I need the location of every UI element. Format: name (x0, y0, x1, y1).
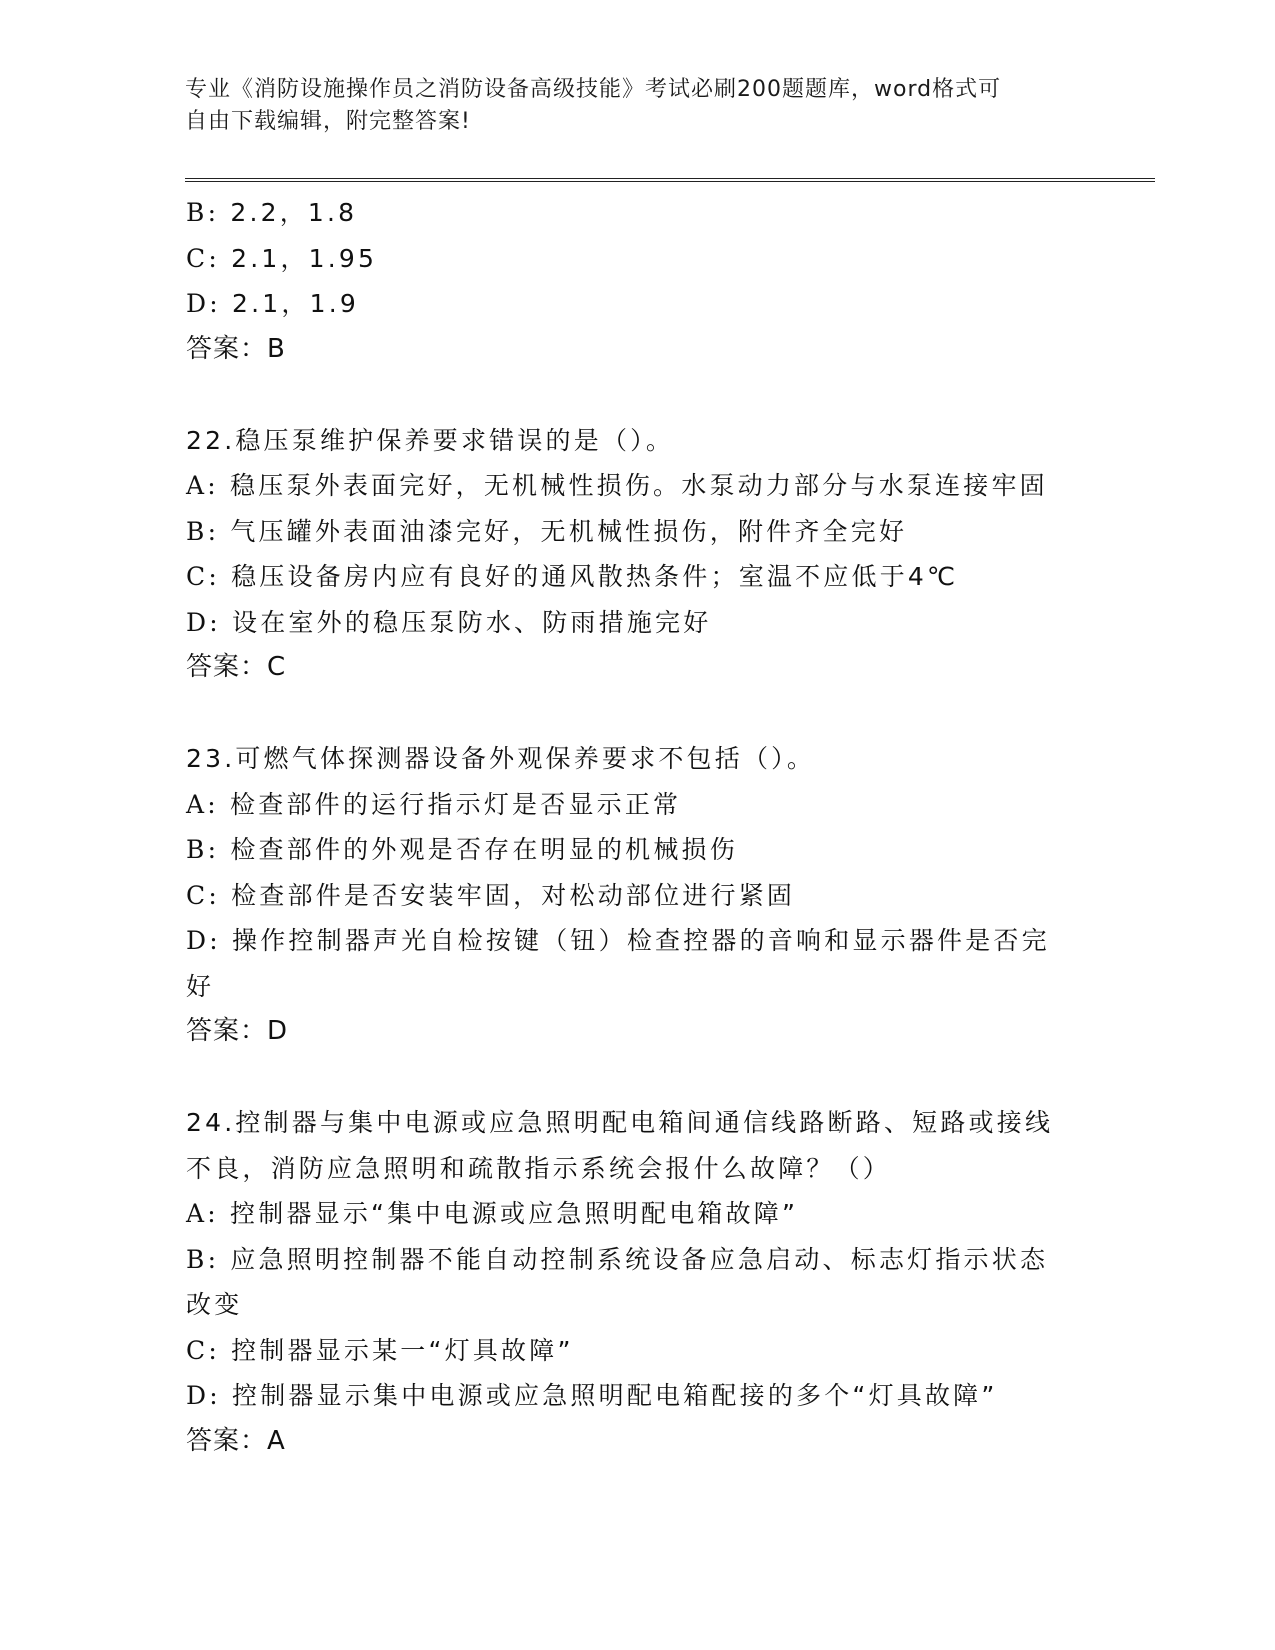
question-text: 22.稳压泵维护保养要求错误的是（）。 (186, 425, 675, 455)
header-line-2: 自由下载编辑，附完整答案! (185, 109, 471, 134)
question-21-tail (186, 190, 1086, 372)
option-c: C: 2.1，1.95 (186, 243, 378, 273)
option-a: A: 控制器显示“集中电源或应急照明配电箱故障” (186, 1199, 799, 1228)
answer-value: C (267, 652, 287, 682)
question-23 (186, 736, 1086, 1055)
answer-line (186, 1009, 1086, 1055)
answer-value: A (267, 1425, 286, 1456)
question-text: 23.可燃气体探测器设备外观保养要求不包括（）。 (186, 744, 816, 773)
question-22 (186, 418, 1086, 691)
option-c: C: 检查部件是否安装牢固，对松动部位进行紧固 (186, 880, 796, 910)
question-24 (186, 1100, 1086, 1464)
option-b: B: 应急照明控制器不能自动控制系统设备应急启动、标志灯指示状态 (186, 1244, 1049, 1274)
option-c: C: 稳压设备房内应有良好的通风散热条件；室温不应低于4℃ (186, 562, 959, 591)
answer-value: D (267, 1016, 289, 1046)
option-a: A: 稳压泵外表面完好，无机械性损伤。水泵动力部分与水泵连接牢固 (186, 471, 1048, 500)
header-line-1: 专业《消防设施操作员之消防设备高级技能》考试必刷200题题库，word格式可 (185, 77, 1002, 102)
page-header (185, 74, 1085, 138)
option-b: B: 2.2，1.8 (186, 198, 358, 227)
option-d: D: 控制器显示集中电源或应急照明配电箱配接的多个“灯具故障” (186, 1381, 998, 1410)
answer-line (186, 1419, 1086, 1465)
answer-label: 答案： (186, 333, 268, 364)
option-d: D: 设在室外的稳压泵防水、防雨措施完好 (186, 607, 712, 637)
option-d: D: 操作控制器声光自检按键（钮）检查控器的音响和显示器件是否完 (186, 926, 1050, 955)
question-text-continuation: 不良，消防应急照明和疏散指示系统会报什么故障？（） (186, 1153, 892, 1183)
option-b-continuation: 改变 (186, 1290, 243, 1319)
option-d-continuation: 好 (186, 971, 215, 1001)
answer-label: 答案： (186, 1425, 268, 1456)
answer-value: B (267, 333, 286, 364)
answer-line (186, 327, 1086, 373)
option-d: D: 2.1，1.9 (186, 289, 359, 318)
option-a: A: 检查部件的运行指示灯是否显示正常 (186, 789, 682, 819)
question-text: 24.控制器与集中电源或应急照明配电箱间通信线路断路、短路或接线 (186, 1108, 1054, 1137)
header-divider (185, 178, 1155, 182)
question-list (186, 190, 1086, 1464)
option-c: C: 控制器显示某一“灯具故障” (186, 1335, 574, 1365)
option-b: B: 检查部件的外观是否存在明显的机械损伤 (186, 835, 738, 864)
answer-label: 答案： (186, 1016, 268, 1046)
option-b: B: 气压罐外表面油漆完好，无机械性损伤，附件齐全完好 (186, 516, 908, 546)
answer-line (186, 645, 1086, 691)
answer-label: 答案： (186, 652, 268, 682)
